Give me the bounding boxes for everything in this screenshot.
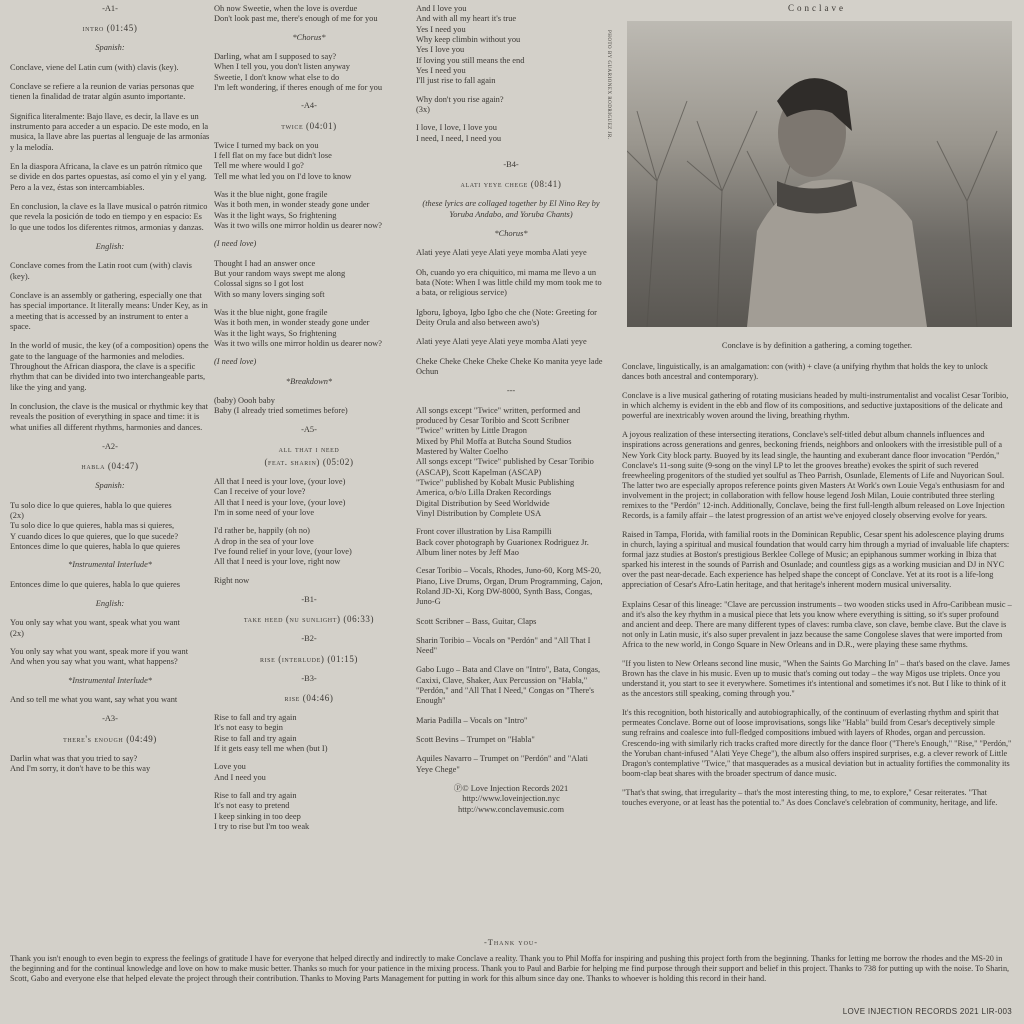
artist-photo <box>627 21 1012 327</box>
breakdown-label: *Breakdown* <box>285 376 333 386</box>
lyric-line: And I'm sorry, it don't have to be this way <box>10 763 151 773</box>
lyric-line: Rise to fall and try again <box>214 733 297 743</box>
track-number: -A2- <box>102 441 118 451</box>
credit-line: Mixed by Phil Moffa at Butcha Sound Studios <box>416 436 572 446</box>
credit-line: Maria Padilla – Vocals on "Intro" <box>416 715 528 725</box>
lyric-line: (I need love) <box>214 239 257 249</box>
track-title: alati yeye chege (08:41) <box>460 179 562 190</box>
lyric-line: Darling, what am I supposed to say? <box>214 51 337 61</box>
lyric-line: Rise to fall and try again <box>214 713 297 723</box>
lyric-line: Can I receive of your love? <box>214 487 306 497</box>
lyric-line: When I tell you, you don't listen anyway <box>214 62 350 72</box>
lyric-line: Alati yeye Alati yeye Alati yeye momba Alati yeye <box>416 337 587 347</box>
paragraph: Conclave is an assembly or gathering, especially one that has special importance. It literally means: Under Key, as in a meeting that is accessed by an instrument to enter a space. <box>10 290 208 331</box>
lyric-line: Tu solo dice lo que quieres, habla lo que quieres <box>10 500 172 510</box>
lyric-line: And when you say what you want, what happens? <box>10 657 178 667</box>
lyric-line: I've found relief in your love, (your love) <box>214 547 352 556</box>
lyric-line: And with all my heart it's true <box>416 14 517 24</box>
paragraph: Conclave, viene del Latin cum (with) clavis (key). <box>10 62 179 72</box>
lyric-line: And I love you <box>416 4 467 13</box>
website-link[interactable]: http://www.conclavemusic.com <box>458 804 564 814</box>
lyric-line: Don't look past me, there's enough of me for you <box>214 14 378 24</box>
lyric-line: Baby (I already tried sometimes before) <box>214 406 348 416</box>
lyric-line: Igboru, Igboya, Igbo Igbo che che (Note: Greeting for Deity Orula and also between awo's) <box>416 307 597 327</box>
credit-line: All songs except "Twice" published by Cesar Toribio (ASCAP), Scott Kapelman (ASCAP) <box>416 457 594 477</box>
lyric-line: With so many lovers singing soft <box>214 289 325 299</box>
track-title: rise (04:46) <box>284 693 334 704</box>
lyric-line: I need, I need, I need you <box>416 133 502 143</box>
lyric-line: Why don't you rise again? <box>416 94 504 104</box>
credit-line: All songs except "Twice" written, performed and produced by Cesar Toribio and Scott Scribner <box>416 405 581 425</box>
lyric-line: You only say what you want, speak more if you want <box>10 646 189 656</box>
lyric-line: Oh, cuando yo era chiquitico, mi mama me llevo a un bata (Note: When I was little child my mom took me to a bata, or religious service) <box>416 267 602 298</box>
lyric-line: Was it the blue night, gone fragile <box>214 190 328 199</box>
lyric-line: But your random ways swept me along <box>214 268 346 278</box>
brand-title: Conclave <box>788 3 846 13</box>
lyric-line: Y cuando dices lo que quieres, que lo que sucede? <box>10 531 179 541</box>
lyric-line: And so tell me what you want, say what you want <box>10 694 178 704</box>
lyric-line: Alati yeye Alati yeye Alati yeye momba Alati yeye <box>416 248 587 258</box>
column-4 <box>622 362 1012 817</box>
lyric-line: I keep sinking in too deep <box>214 811 301 821</box>
track-title: all that i need <box>278 443 340 454</box>
lyric-line: I'll just rise to fall again <box>416 76 496 86</box>
track-number: -A1- <box>102 4 118 13</box>
chorus-label: *Chorus* <box>494 228 528 238</box>
paragraph: Conclave, linguistically, is an amalgamation: con (with) + clave (a unifying rhythm that holds the key to unlock dances both ancestral and contemporary). <box>622 362 988 382</box>
lyric-line: I'm left wondering, if theres enough of me for you <box>214 82 383 92</box>
language-label: English: <box>95 598 125 608</box>
paragraph: Explains Cesar of this lineage: "Clave are percussion instruments – two wooden sticks used in Afro-Caribbean music – and it's also the key rhythm in a musical piece that lets you know where everything is sitting, so it's super profound and ancient and deep. There are many different types of claves: rumba clave, son clave, bembe clave. But the clave is not only in Latin music, it's also super prevalent in jazz because the same Congolese slaves that were imported from Africa to the new world, in Congo Square in New Orleans and in D.R., were playing these same rhythms. <box>622 599 1012 649</box>
paragraph: A joyous realization of these intersecting iterations, Conclave's self-titled debut album channels influences and inspirations across generations and genres, beckoning friends, neighbors and onlookers with the irresistible pull of a New York City block party. Buoyed by its lead single, the haunting and exuberant dance floor invocation "Perdón," Conclave's 11-song suite (9-song on the vinyl LP to let the grooves breathe) evokes the spirit of such revered freewheeling progenitors of the studied yet soulful as Theo Parrish, Osunlade, Elements of Life and Nuyorican Soul. The latter two are especially apropos reference points given Masters At Work's own Louie Vega's enthusiasm for and involvement in the project; in collaboration with fellow house legend Josh Milan, Louie contributed three sterling remixes to the "Perdón" 12-inch. Additionally, Conclave, being the first full-length album released on Love Injection Records, is a family affair – the latest progression of an artist we've enjoyed closely observing evolve for years. <box>622 430 1005 521</box>
paragraph: Conclave is a live musical gathering of rotating musicians headed by multi-instrumentalist and vocalist Cesar Toribio, in which alchemy is evident in the ebb and flow of its compositions, and seductive juxtapositions of the delicate and powerful are inextricably woven around the living, breathing rhythm. <box>622 391 1009 421</box>
lyric-line: Rise to fall and try again <box>214 791 297 801</box>
lyric-line: I try to rise but I'm too weak <box>214 822 310 832</box>
lyric-line: Darlin what was that you tried to say? <box>10 753 138 763</box>
credit-line: Aquiles Navarro – Trumpet on "Perdón" and "Alati Yeye Chege" <box>416 754 588 774</box>
lyric-line: I love, I love, I love you <box>416 123 497 133</box>
lyric-line: Why keep climbin without you <box>416 34 521 44</box>
lyric-line: And I need you <box>214 772 266 782</box>
credit-line: Scott Bevins – Trumpet on "Habla" <box>416 735 535 745</box>
lyric-line: All that I need is your love, right now <box>214 557 341 567</box>
paragraph: En conclusion, la clave es la llave musical o patrón ritmico que revela la posición de todo en tiempo y en espacio: Es lo que une todos los diferentes ritmos, armonias y danzas. <box>10 202 208 232</box>
lyric-line: I'm in some need of your love <box>214 508 315 518</box>
thank-you-heading: -Thank you- <box>483 938 539 947</box>
paragraph: "That's that swing, that irregularity – that's the most interesting thing, to me, to explore," Cesar reiterates. "That touches everyone, or at least has the potential to." As does Conclave's celebration of community, heritage, and life. <box>622 787 998 807</box>
lyric-line: Yes I love you <box>416 45 465 55</box>
label-catalog: LOVE INJECTION RECORDS 2021 LIR-003 <box>842 1007 1012 1016</box>
credit-line: Album liner notes by Jeff Mao <box>416 547 519 557</box>
credit-line: Scott Scribner – Bass, Guitar, Claps <box>416 616 537 626</box>
credit-line: Mastered by Walter Coelho <box>416 446 508 456</box>
track-number: -A4- <box>301 101 317 111</box>
lyric-line: If loving you still means the end <box>416 55 525 65</box>
thank-you-text: Thank you isn't enough to even begin to express the feelings of gratitude I have for everyone that helped directly and indirectly to make Conclave a reality. Thank you to Phil Moffa for inspiring and pushing this project forth from the beginning. Thanks for letting me borrow the rhodes and the MS-20 in the beginning and for the continual knowledge and love on how to make music better. Thanks so much for your patience in the mixing process. Thank you to Paul and Barbie for helping me find purpose through their support and belief in this project. Thanks to 738 for putting up with the noise. To Sharin, Scott, Gabo and everyone else that helped elevate the project through their contribution. Thanks to Moving Parts Management for putting in work for this album since day one. Thanks to whoever is holding this record in their hand. <box>10 954 1010 984</box>
lyric-line: Tell me what led you on I'd love to know <box>214 171 352 181</box>
lyric-line: It's not easy to pretend <box>214 801 290 811</box>
track-number: -B3- <box>301 673 317 683</box>
lyric-line: Cheke Cheke Cheke Cheke Cheke Ko manita yeye lade Ochun <box>416 356 603 376</box>
lyric-line: Entonces dime lo que quieres, habla lo que quieres <box>10 541 181 551</box>
language-label: Spanish: <box>95 43 125 53</box>
lyric-line: Was it both men, in wonder steady gone under <box>214 200 370 210</box>
track-number: -B1- <box>301 594 317 604</box>
track-title: intro (01:45) <box>82 23 138 34</box>
language-label: English: <box>95 241 125 251</box>
credit-line: Cesar Toribio – Vocals, Rhodes, Juno-60, Korg MS-20, Piano, Live Drums, Organ, Drum Programming, Cajon, Roland JD-Xi, Korg DW-8000, Synth Bass, Congas, Juno-G <box>416 566 603 607</box>
track-title: twice (04:01) <box>281 120 337 131</box>
lyric-line: You only say what you want, speak what you want <box>10 618 180 628</box>
paragraph: In the world of music, the key (of a composition) opens the gate to the language of the harmonies and melodies. Throughout the African diaspora, the clave is a specific rhythm that can be divided into two interchangeable parts, like the ying and yang. <box>10 341 209 392</box>
lyric-line: I'd rather be, happily (oh no) <box>214 526 310 536</box>
lyric-line: I fell flat on my face but didn't lose <box>214 151 332 161</box>
paragraph: Conclave comes from the Latin root cum (with) clavis (key). <box>10 261 192 281</box>
paragraph: En la diaspora Africana, la clave es un patrón rítmico que se divide en dos partes opuestas, así como el yin y el yang. Pero a la vez, éstas son intercambiables. <box>10 162 207 192</box>
lyric-line: (2x) <box>10 510 24 520</box>
track-title: there's enough (04:49) <box>63 733 157 744</box>
lyric-line: Thought I had an answer once <box>214 258 316 268</box>
credit-line: Front cover illustration by Lisa Rampilli <box>416 527 552 537</box>
track-number: -B4- <box>503 159 519 169</box>
track-number: -A5- <box>301 424 317 434</box>
track-subtitle: (feat. sharin) (05:02) <box>264 456 354 467</box>
lyric-line: It's not easy to begin <box>214 723 283 733</box>
photo-caption: Conclave is by definition a gathering, a coming together. <box>721 341 913 350</box>
lyric-line: Was it two wills one mirror holdin us dearer now? <box>214 338 382 348</box>
lyric-line: (I need love) <box>214 357 257 367</box>
track-note: (these lyrics are collaged together by El Nino Rey by Yoruba Andabo, and Yoruba Chants) <box>422 199 600 219</box>
credit-line: "Twice" written by Little Dragon <box>416 426 527 436</box>
credit-line: "Twice" published by Kobalt Music Publishing America, o/b/o Lilla Draken Recordings <box>416 477 575 498</box>
paragraph: Significa literalmente: Bajo llave, es decir, la llave es un instrumento para acceder a un espacio. De este modo, en la musica, la llave abre las puertas al lenguaje de las armonías y la melodía. <box>10 111 210 152</box>
lyric-line: All that I need is your love, (your love) <box>214 477 346 487</box>
lyric-line: Oh now Sweetie, when the love is overdue <box>214 4 358 13</box>
photo-credit: PHOTO BY GUARIONEX RODRIGUEZ JR. <box>606 30 611 140</box>
lyric-line: If it gets easy tell me when (but I) <box>214 744 328 754</box>
lyric-line: (baby) Oooh baby <box>214 395 275 405</box>
separator: --- <box>506 386 516 396</box>
track-title: rise (interlude) (01:15) <box>259 653 359 664</box>
lyric-line: Was it the blue night, gone fragile <box>214 307 328 317</box>
chorus-label: *Chorus* <box>292 32 326 42</box>
credit-line: Sharin Toribio – Vocals on "Perdón" and "All That I Need" <box>416 635 591 656</box>
paragraph: "If you listen to New Orleans second line music, "When the Saints Go Marching In" – that's based on the clave. James Brown has the clave in his music. Even up to music that's coming out today – the way Migos use triplets. Once you understand it, you start to see it everywhere. Sometimes it's intentional and sometimes it's not. But I like to think of it as the ancestors still speaking, coming through you." <box>622 658 1010 699</box>
credit-line: Back cover photograph by Guarionex Rodriguez Jr. <box>416 537 589 547</box>
website-link[interactable]: http://www.loveinjection.nyc <box>462 794 560 804</box>
credit-line: Digital Distribution by Seed Worldwide <box>416 498 550 508</box>
copyright: Ⓟ© Love Injection Records 2021 <box>453 784 569 794</box>
lyric-line: Sweetie, I don't know what else to do <box>214 72 340 82</box>
column-1 <box>10 4 210 774</box>
lyric-line: Tu solo dice lo que quieres, habla mas si quieres, <box>10 521 175 531</box>
paragraph: In conclusion, the clave is the musical or rhythmic key that reveals the position of everything in space and time: it is what unifies all different rhythms, harmonies and dances. <box>10 401 208 432</box>
lyric-line: (2x) <box>10 628 24 638</box>
credit-line: Gabo Lugo – Bata and Clave on "Intro", Bata, Congas, Caxixi, Clave, Shaker, Aux Percussion on "Habla," "Perdón," and "All That I Need," Congas on "There's Enough" <box>416 665 601 706</box>
credit-line: Vinyl Distribution by Complete USA <box>416 508 542 518</box>
lyric-line: Yes I need you <box>416 65 466 75</box>
lyric-line: Yes I need you <box>416 24 466 34</box>
lyric-line: Twice I turned my back on you <box>214 140 319 150</box>
lyric-line: Love you <box>214 762 246 772</box>
lyric-line: Colossal signs so I got lost <box>214 279 304 289</box>
column-2 <box>214 4 404 832</box>
lyric-line: Was it the light ways, So frightening <box>214 210 337 220</box>
paragraph: Raised in Tampa, Florida, with familial roots in the Dominican Republic, Cesar spent his adolescence playing drums in church, laying a spiritual and musical foundation that would carry him through a myriad of invaluable life chapters: formal jazz studies at Boston's prestigious Berklee College of Music; an epiphanous summer working in Ibiza that sparked his interest in the sounds of Parrish and Osunlade; and countless gigs as a working musician and DJ in NYC over the past near-decade. Each experience has helped shape the concept of Conclave. Yet at its root is a life-long appreciation of Cesar's Afro-Latin heritage, and that heritage's inherent modern musical universality. <box>622 530 1010 590</box>
paragraph: Conclave se refiere a la reunion de varias personas que tienen la finalidad de tratar algún asunto importante. <box>10 82 194 102</box>
lyric-line: (3x) <box>416 104 430 114</box>
lyric-line: Was it both men, in wonder steady gone under <box>214 318 370 328</box>
track-number: -B2- <box>301 634 317 644</box>
lyric-line: Was it two wills one mirror holdin us dearer now? <box>214 220 382 230</box>
photo-illustration <box>627 21 1012 327</box>
track-title: take heed (nu sunlight) (06:33) <box>243 614 375 625</box>
language-label: Spanish: <box>95 481 125 491</box>
interlude-label: *Instrumental Interlude* <box>68 560 152 570</box>
lyric-line: Was it the light ways, So frightening <box>214 328 337 338</box>
paragraph: It's this recognition, both historically and autobiographically, of the continuum of everlasting rhythm and spirit that permeates Conclave. Borne out of loose improvisations, songs like "Habla" build from Cesar's deceptively simple sung refrains and coalesce into full-fledged compositions imbued with layers of Rhodes, organ and percussion. Crescendo-ing with similarly rich tracks crafted more directly for the dance floor ("There's Enough," "Rise," "Perdón," the Yoruban chant-infused "Alati Yeye Chege"), the album also offers inspired surprises, e.g. a clever rework of Little Dragon's contemplative "Twice," that masquerades as a musical deviation but in actuality fortifies the commonality its boom-clap beat shares with the broader spectrum of dance music. <box>622 708 1012 778</box>
column-3 <box>416 4 606 815</box>
lyric-line: Entonces dime lo que quieres, habla lo que quieres <box>10 579 181 589</box>
lyric-line: Right now <box>214 575 250 585</box>
lyric-line: All that I need is your love, (your love) <box>214 497 346 507</box>
track-number: -A3- <box>102 714 118 724</box>
lyric-line: Tell me where would I go? <box>214 161 304 171</box>
interlude-label: *Instrumental Interlude* <box>68 675 152 685</box>
track-title: habla (04:47) <box>81 461 139 472</box>
lyric-line: A drop in the sea of your love <box>214 536 314 546</box>
